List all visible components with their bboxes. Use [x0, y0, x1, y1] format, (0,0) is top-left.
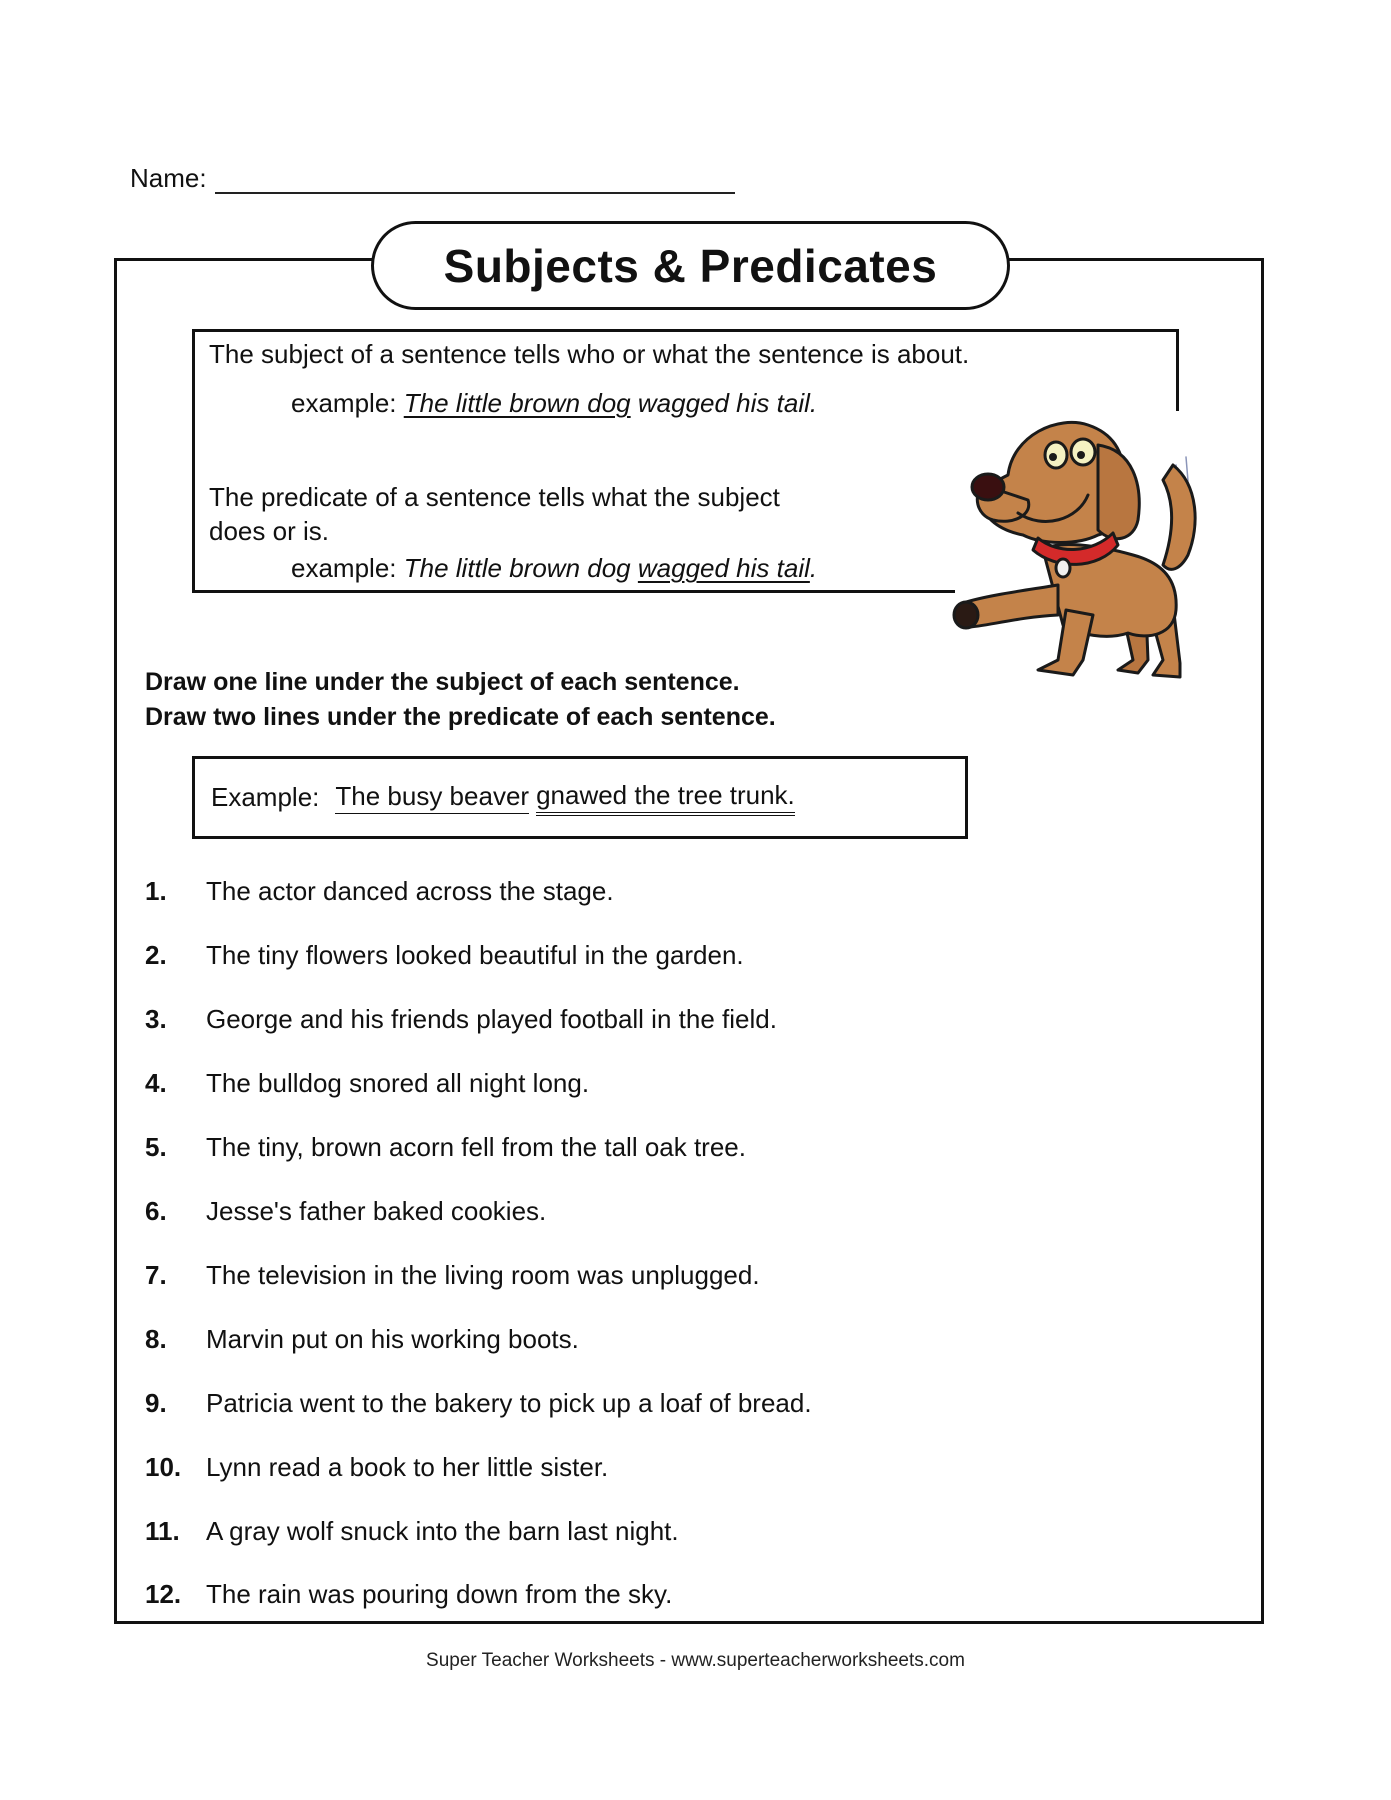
- definition-box-border-top: [192, 329, 1179, 332]
- page-title: Subjects & Predicates: [443, 239, 938, 292]
- sentence-item: 8. Marvin put on his working boots.: [145, 1324, 579, 1354]
- sentence-item: 11. A gray wolf snuck into the barn last night.: [145, 1516, 679, 1546]
- sentence-text: Patricia went to the bakery to pick up a loaf of bread.: [206, 1388, 812, 1418]
- sentence-text: The bulldog snored all night long.: [206, 1068, 590, 1098]
- example-subject: The little brown dog: [403, 553, 631, 583]
- predicate-example: example: The little brown dog wagged his tail.: [291, 553, 818, 583]
- predicate-definition-line2: does or is.: [209, 516, 329, 546]
- example-box: [192, 756, 968, 839]
- sentence-item: 9. Patricia went to the bakery to pick up a loaf of bread.: [145, 1388, 812, 1418]
- example-box-subject: The busy beaver: [335, 781, 529, 814]
- title-banner: [371, 221, 1010, 310]
- sentence-text: The rain was pouring down from the sky.: [206, 1579, 673, 1609]
- subject-definition: The subject of a sentence tells who or what the sentence is about.: [209, 339, 970, 369]
- sentence-item: 3. George and his friends played football in the field.: [145, 1004, 777, 1034]
- definition-box-border-right: [1176, 329, 1179, 411]
- sentence-text: The tiny flowers looked beautiful in the garden.: [206, 940, 744, 970]
- sentence-text: Marvin put on his working boots.: [206, 1324, 579, 1354]
- predicate-definition-line1: The predicate of a sentence tells what the subject: [209, 482, 780, 512]
- sentence-item: 5. The tiny, brown acorn fell from the tall oak tree.: [145, 1132, 746, 1162]
- sentence-item: 7. The television in the living room was unplugged.: [145, 1260, 760, 1290]
- sentence-text: Jesse's father baked cookies.: [206, 1196, 547, 1226]
- example-predicate: wagged his tail.: [637, 388, 818, 418]
- dog-icon: [948, 405, 1213, 695]
- sentence-item: 6. Jesse's father baked cookies.: [145, 1196, 547, 1226]
- sentence-text: The actor danced across the stage.: [206, 876, 614, 906]
- sentence-text: George and his friends played football in the field.: [206, 1004, 777, 1034]
- sentence-item: 2. The tiny flowers looked beautiful in the garden.: [145, 940, 744, 970]
- example-label: example:: [291, 553, 397, 583]
- sentence-text: The television in the living room was unplugged.: [206, 1260, 760, 1290]
- example-box-predicate: gnawed the tree trunk.: [536, 780, 795, 816]
- example-label: example:: [291, 388, 397, 418]
- instruction-line-1: Draw one line under the subject of each sentence.: [145, 668, 740, 696]
- sentence-text: A gray wolf snuck into the barn last night.: [206, 1516, 679, 1546]
- sentence-item: 1. The actor danced across the stage.: [145, 876, 614, 906]
- sentence-text: Lynn read a book to her little sister.: [206, 1452, 609, 1482]
- example-predicate: wagged his tail: [637, 553, 810, 583]
- definition-box-border-left: [192, 329, 195, 593]
- name-blank-line[interactable]: [215, 166, 735, 194]
- sentence-text: The tiny, brown acorn fell from the tall oak tree.: [206, 1132, 746, 1162]
- name-label: Name:: [130, 163, 207, 193]
- example-box-label: Example:: [211, 782, 320, 812]
- sentence-item: 10. Lynn read a book to her little sister.: [145, 1452, 609, 1482]
- example-subject: The little brown dog: [403, 388, 631, 418]
- name-field[interactable]: [130, 163, 735, 194]
- instruction-line-2: Draw two lines under the predicate of each sentence.: [145, 703, 776, 731]
- subject-example: [291, 388, 817, 419]
- sentence-item: 12. The rain was pouring down from the sky.: [145, 1579, 673, 1609]
- definition-box-border-bottom: [192, 590, 955, 593]
- footer-credit: Super Teacher Worksheets - www.superteacherworksheets.com: [426, 1650, 965, 1671]
- sentence-item: 4. The bulldog snored all night long.: [145, 1068, 590, 1098]
- dog-illustration: [948, 405, 1213, 695]
- predicate-definition: [209, 480, 780, 548]
